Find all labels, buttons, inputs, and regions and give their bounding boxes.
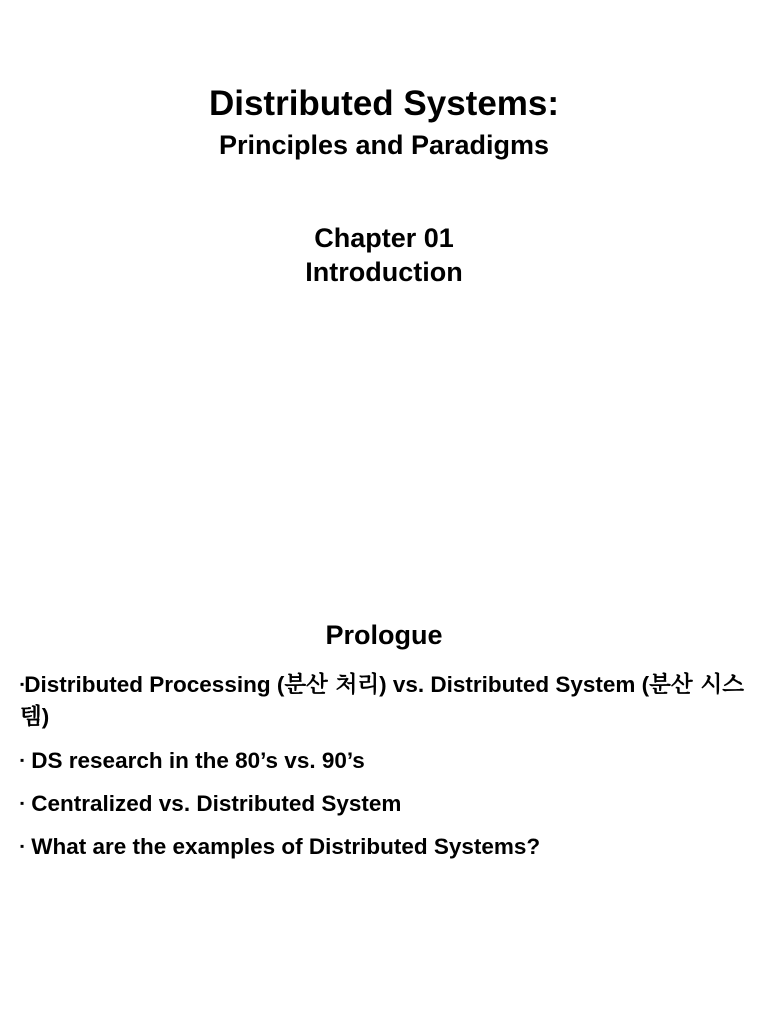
chapter-number: Chapter 01 [314, 223, 454, 253]
bullet-text-part: Distributed Processing ( [24, 672, 285, 697]
bullet-item [20, 831, 750, 862]
bullet-korean-text: 분산 처리 [284, 672, 380, 698]
slide-subtitle: Principles and Paradigms [218, 130, 550, 160]
prologue-bullet-list [20, 669, 750, 862]
square-bullet-icon: ▪ [20, 753, 25, 767]
chapter-title: Introduction [305, 257, 463, 287]
bullet-korean-text: 분산 시스템 [20, 672, 744, 730]
bullet-item [20, 788, 750, 819]
square-bullet-icon: ▪ [20, 796, 25, 810]
bullet-text: DS research in the 80’s vs. 90’s [31, 748, 365, 773]
prologue-slide [0, 512, 768, 1024]
slide-title: Distributed Systems: [208, 84, 560, 123]
bullet-text: What are the examples of Distributed Systems? [31, 834, 541, 859]
square-bullet-icon: ▪ [20, 677, 25, 691]
bullet-text: Centralized vs. Distributed System [31, 791, 402, 816]
bullet-text-part: ) vs. Distributed System ( [379, 672, 650, 697]
bullet-item [20, 669, 750, 733]
bullet-item [20, 745, 750, 776]
bullet-text-part: ) [41, 704, 50, 729]
square-bullet-icon: ▪ [20, 839, 25, 853]
prologue-heading: Prologue [325, 620, 443, 650]
